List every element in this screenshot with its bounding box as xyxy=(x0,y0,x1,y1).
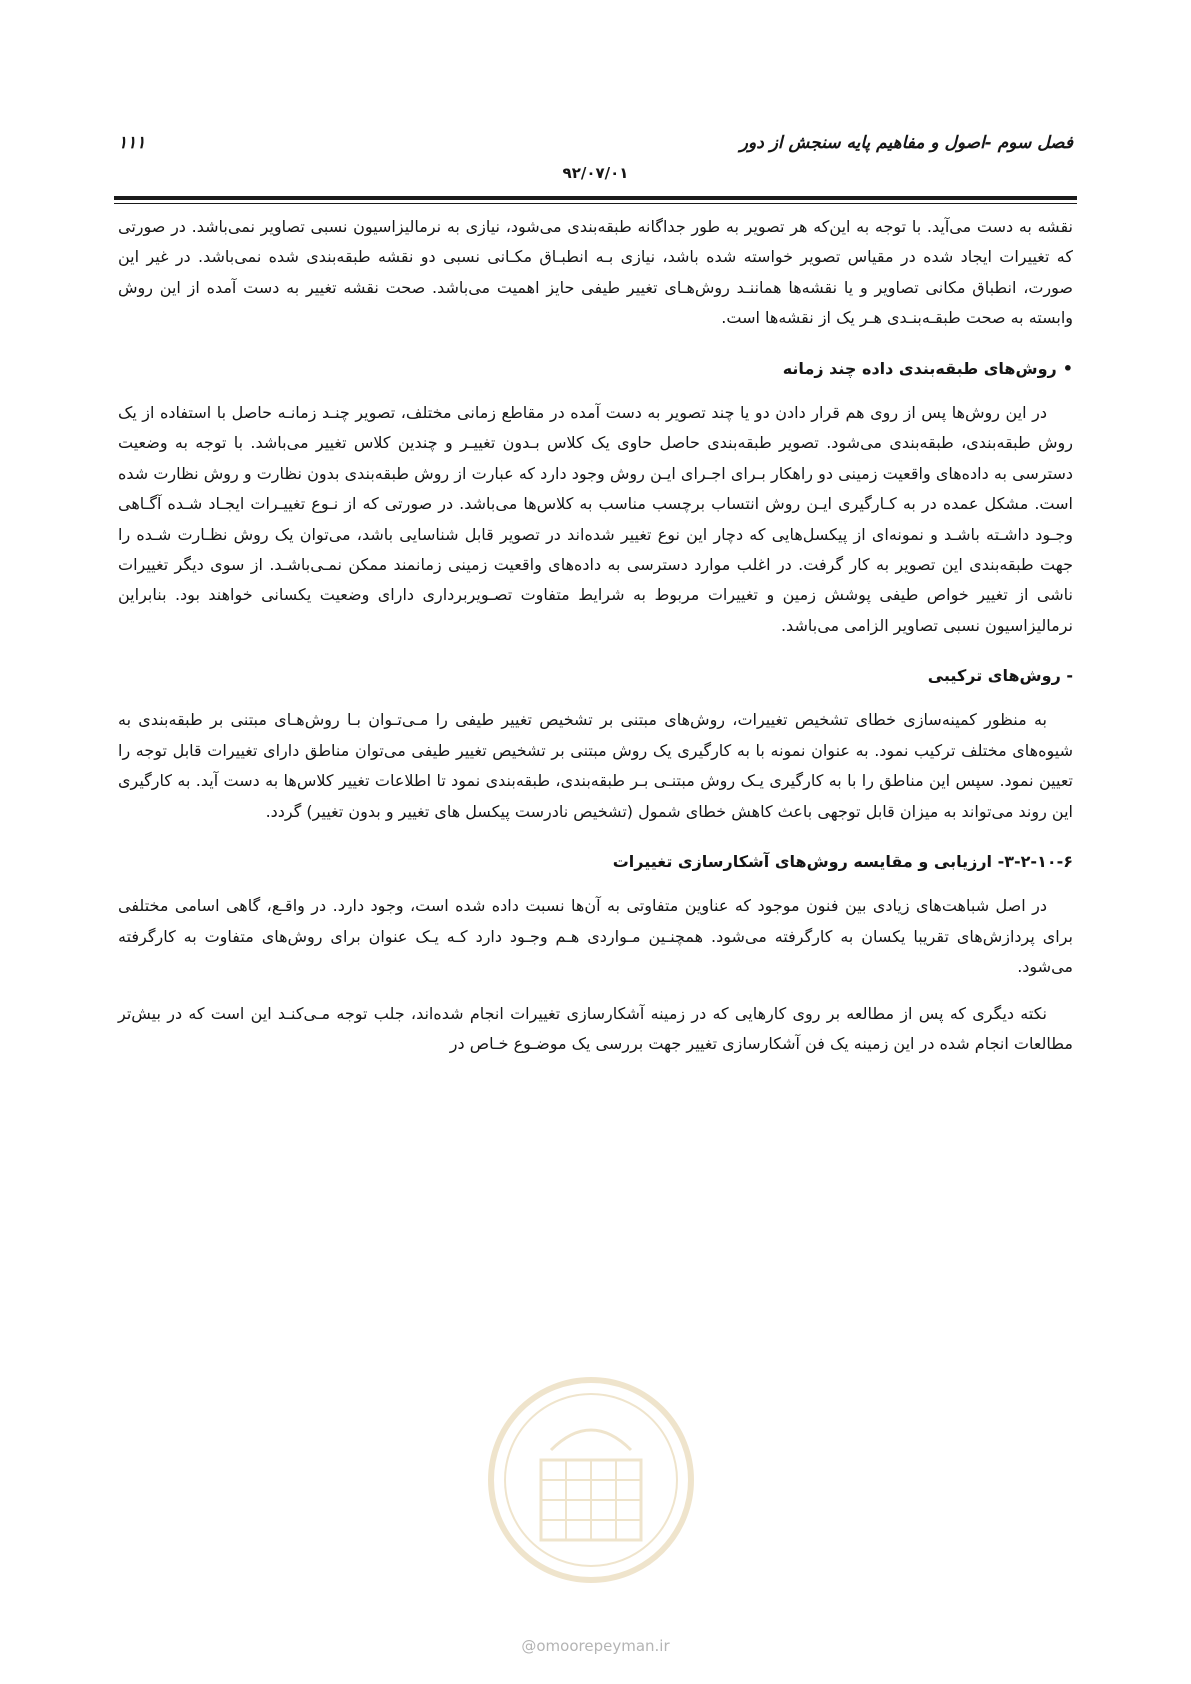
section-heading-multitemporal xyxy=(118,354,1073,384)
evaluation-paragraph-1: در اصل شباهت‌های زیادی بین فنون موجود که عناوین متفاوتی به آن‌ها نسبت داده شده است، وجود دارد. در واقـع، گاهی اسامی مختلفی برای پردازش‌های تقریبا یکسان به کارگرفته می‌شود. همچنـین مـواردی هـم وجـود دارد کـه یـک عنوان برای روش‌های متفاوت به کارگرفته می‌شود. xyxy=(118,896,1073,977)
section-heading-multitemporal-text: روش‌های طبقه‌بندی داده چند زمانه xyxy=(782,358,1057,378)
section-heading-hybrid: - روش‌های ترکیبی xyxy=(927,666,1073,686)
multitemporal-paragraph: در این روش‌ها پس از روی هم قرار دادن دو یا چند تصویر به دست آمده در مقاطع زمانی مختلف، تصویر چنـد زمانـه حاصل با استفاده از یک روش طبقه‌بندی، طبقه‌بندی می‌شود. تصویر طبقه‌بندی حاصل حاوی یک کلاس بـدون تغییـر و چندین کلاس تغییر می‌باشد. با توجه به وضعیت دسترسی به داده‌های واقعیت زمینی دو راهکار بـرای اجـرای ایـن روش وجود دارد که عبارت از روش طبقه‌بندی بدون نظارت و روش نظارت شده است. مشکل عمده در به کـارگیری ایـن روش انتساب برچسب مناسب به کلاس‌ها می‌باشد. در صورتی که از نـوع تغییـرات ایجـاد شـده آگـاهی وجـود داشـته باشـد و نمونه‌ای از پیکسل‌هایی که دچار این نوع تغییر شده‌اند در تصویر قابل شناسایی باشد، می‌توان یک روش نظـارت شـده را جهت طبقه‌بندی این تصویر به کار گرفت. در اغلب موارد دسترسی به داده‌های واقعیت زمینی زمانمند ممکن نمـی‌باشـد. از سوی دیگر تغییرات ناشی از تغییر خواص طیفی پوشش زمین و تغییرات مربوط به شرایط متفاوت تصـویربرداری دارای وضعیت یکسانی خواهند بود. بنابراین نرمالیزاسیون نسبی تصاویر الزامی می‌باشد. xyxy=(118,402,1073,635)
page-header xyxy=(118,133,1073,159)
header-rule-thin xyxy=(114,203,1077,204)
page-number: ۱۱۱ xyxy=(118,133,146,153)
intro-paragraph: نقشه به دست می‌آید. با توجه به این‌که هر تصویر به طور جداگانه طبقه‌بندی می‌شود، نیازی به نرمالیزاسیون نسبی تصاویر نمی‌باشد. در صورتی که تغییرات ایجاد شده در مقیاس تصویر خواسته شده باشد، نیازی بـه انطبـاق مکـانی نسبی دو نقشه طبقه‌بندی شده نمی‌باشد. در غیر این صورت، انطباق مکانی تصاویر و یا نقشه‌ها هماننـد روش‌هـای تغییر طیفی حایز اهمیت می‌باشد. صحت نقشه تغییر به دست آمده از این روش وابسته به صحت طبقـه‌بنـدی هـر یک از نقشه‌ها است. xyxy=(118,217,1073,328)
evaluation-paragraph-2: نکته دیگری که پس از مطالعه بر روی کارهایی که در زمینه آشکارسازی تغییرات انجام شده‌اند، جلب توجه مـی‌کنـد این است که در بیش‌تر مطالعات انجام شده در این زمینه یک فن آشکارسازی تغییر جهت بررسی یک موضـوع خـاص در xyxy=(118,1003,1073,1053)
header-date: ۹۲/۰۷/۰۱ xyxy=(562,164,629,182)
header-rule xyxy=(114,196,1077,200)
watermark-url: @omoorepeyman.ir xyxy=(521,1637,670,1655)
section-heading-evaluation: ۳-۲-۱۰-۶- ارزیابی و مقایسه روش‌های آشکارسازی تغییرات xyxy=(612,852,1073,872)
chapter-title: فصل سوم -اصول و مفاهیم پایه سنجش از دور xyxy=(739,133,1073,153)
bullet-icon: • xyxy=(1062,358,1073,378)
hybrid-paragraph: به منظور کمینه‌سازی خطای تشخیص تغییرات، روش‌های مبتنی بر تشخیص تغییر طیفی را مـی‌تـوان بـا روش‌هـای مبتنی بر طبقه‌بندی به شیوه‌های مختلف ترکیب نمود. به عنوان نمونه با به کارگیری یک روش مبتنی بر تشخیص تغییر طیفی می‌توان مناطق دارای تغییرات قابل توجه را تعیین نمود. سپس این مناطق را با به کارگیری یـک روش مبتنـی بـر طبقه‌بندی، طبقه‌بندی نمود تا اطلاعات تغییر کلاس‌ها به دست آید. به کارگیری این روند می‌تواند به میزان قابل توجهی باعث کاهش خطای شمول (تشخیص نادرست پیکسل های تغییر و بدون تغییر) گردد. xyxy=(118,710,1073,821)
page-body xyxy=(118,212,1073,1075)
watermark-seal-icon xyxy=(481,1370,701,1590)
